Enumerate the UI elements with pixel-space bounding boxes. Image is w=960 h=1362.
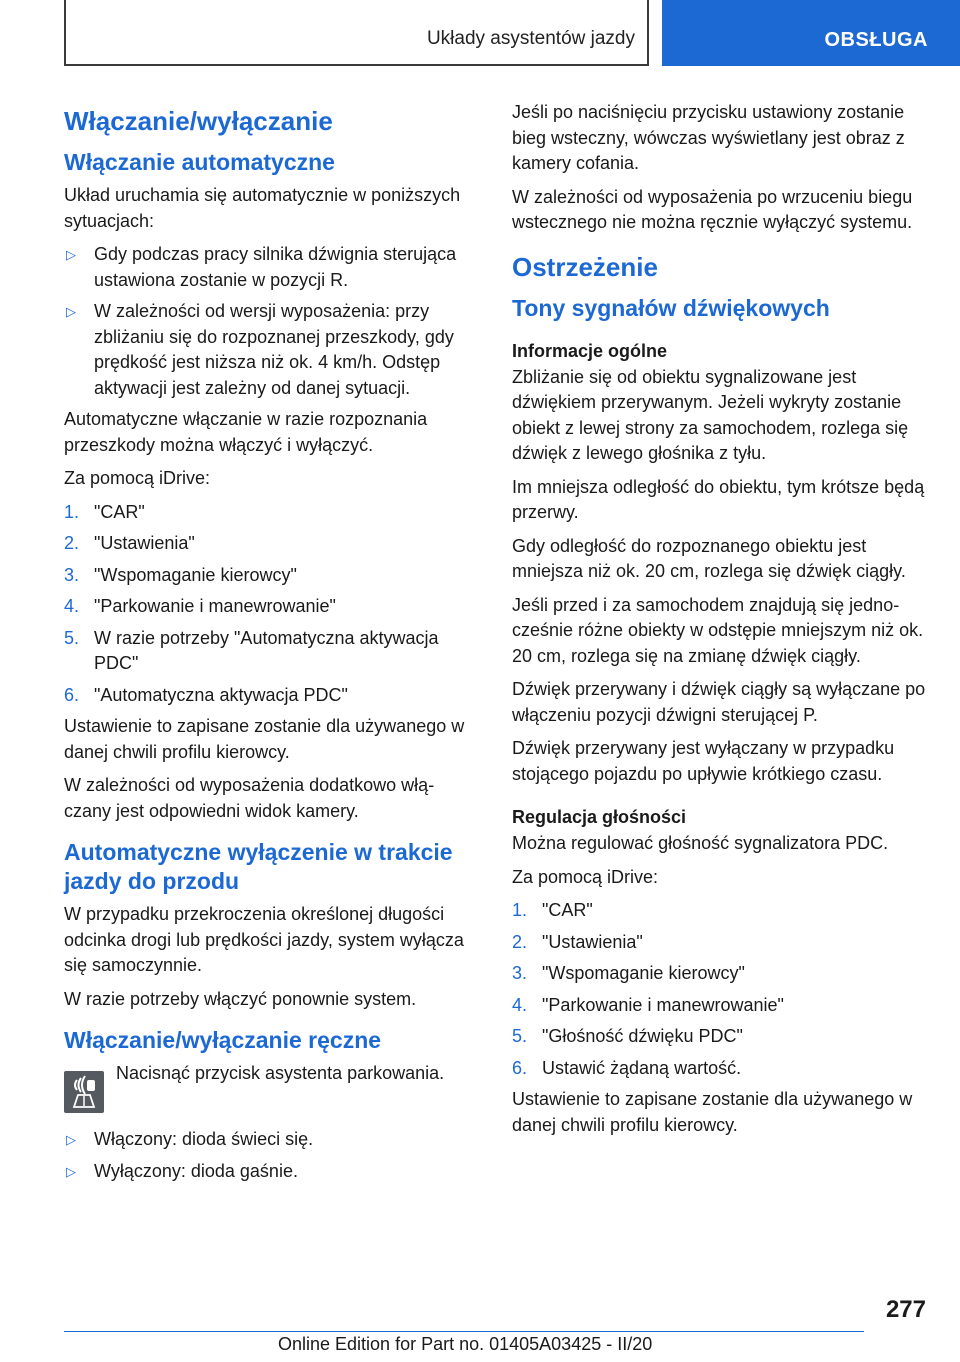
saved-profile-text: Ustawienie to zapisane zostanie dla używanego w danej chwili profilu kierowcy. bbox=[64, 716, 465, 762]
list-item: 5. "Głośność dźwięku PDC" bbox=[512, 1026, 743, 1046]
triangle-right-icon: ▷ bbox=[66, 304, 76, 319]
heading-on-off: Włączanie/wyłączanie bbox=[64, 106, 333, 136]
tone-text-2: Im mniejsza odległość do obiektu, tym krótsze będą przerwy. bbox=[512, 476, 925, 522]
list-item: 3. "Wspomaganie kierowcy" bbox=[64, 564, 297, 585]
footer-divider bbox=[64, 1331, 864, 1332]
idrive-intro-right: Za pomocą iDrive: bbox=[512, 866, 659, 887]
tone-text-6: Dźwięk przerywany jest wyłączany w przypadku stojącego pojazdu po upływie krótkiego czasu. bbox=[512, 738, 895, 784]
list-item: 6. "Automatyczna aktywacja PDC" bbox=[64, 684, 348, 705]
parking-assistant-button-icon bbox=[64, 1071, 104, 1113]
tone-text-5: Dźwięk przerywany i dźwięk ciągły są wyłączane po włączeniu pozycji dźwigni sterującej P. bbox=[512, 679, 926, 725]
press-button-text: Nacisnąć przycisk asystenta parkowania. bbox=[116, 1063, 445, 1083]
volume-text: Można regulować głośność sygnalizatora PDC. bbox=[512, 833, 889, 853]
list-item: 1. "CAR" bbox=[64, 501, 145, 522]
list-item: ▷ Wyłączony: dioda gaśnie. bbox=[64, 1159, 472, 1185]
header-frame bbox=[64, 0, 649, 66]
manual-bullets bbox=[64, 1127, 472, 1184]
press-button-row bbox=[64, 1061, 472, 1113]
list-item: 2. "Ustawienia" bbox=[512, 931, 643, 952]
heading-manual: Włączanie/wyłączanie ręczne bbox=[64, 1027, 382, 1053]
list-item: 4. "Parkowanie i manewrowanie" bbox=[512, 994, 784, 1015]
heading-volume: Regulacja głośności bbox=[512, 807, 687, 827]
heading-auto-on: Włączanie automatyczne bbox=[64, 149, 335, 175]
heading-tones: Tony sygnałów dźwiękowych bbox=[512, 294, 830, 321]
list-item: 4. "Parkowanie i manewrowanie" bbox=[64, 596, 336, 616]
auto-obstacle-text: Automatyczne włączanie w razie rozpoznania przeszkody można włączyć i wyłączyć. bbox=[64, 409, 428, 455]
idrive-intro: Za pomocą iDrive: bbox=[64, 468, 211, 488]
list-item: ▷ Włączony: dioda świeci się. bbox=[64, 1127, 472, 1153]
heading-general-info: Informacje ogólne bbox=[512, 340, 668, 361]
list-item: 2. "Ustawienia" bbox=[64, 533, 195, 553]
footer-edition: Online Edition for Part no. 01405A03425 - II/20 bbox=[278, 1334, 653, 1354]
chapter-tab-label: OBSŁUGA bbox=[824, 29, 928, 51]
reverse-text-2: W zależności od wyposażenia po wrzuceniu biegu wstecznego nie można ręcznie wyłączyć systemu. bbox=[512, 186, 913, 232]
tone-text-1: Zbliżanie się od obiektu sygnalizowane jest dźwiękiem przerywanym. Jeżeli wykryty zostanie obiekt z lewej strony za samochodem, rozlega się dźwięk z lewego głośnika z tyłu. bbox=[512, 366, 909, 463]
triangle-right-icon: ▷ bbox=[66, 1163, 76, 1179]
tone-text-3: Gdy odległość do rozpoznanego obiektu jest mniejsza niż ok. 20 cm, rozlega się dźwięk ciągły. bbox=[512, 535, 906, 581]
auto-intro-text: Układ uruchamia się automatycznie w poniższych sytuacjach: bbox=[64, 185, 461, 231]
left-column bbox=[64, 100, 472, 1190]
right-column bbox=[512, 100, 932, 1146]
heading-warning: Ostrzeżenie bbox=[512, 251, 658, 282]
list-item: 3. "Wspomaganie kierowcy" bbox=[512, 963, 745, 983]
list-item: ▷ W zależności od wersji wyposażenia: przy zbliżaniu się do rozpoznanej przeszkody, gdy prędkość jest niższa niż ok. 4 km/h. Odstęp aktywacji jest zależny od danej sytuacji. bbox=[66, 301, 454, 398]
triangle-right-icon: ▷ bbox=[66, 247, 76, 262]
auto-on-bullets bbox=[64, 242, 472, 401]
reverse-text-1: Jeśli po naciśnięciu przycisku ustawiony zostanie bieg wsteczny, wówczas wyświetlany jest obraz z kamery cofania. bbox=[512, 102, 905, 173]
saved-profile-text-right: Ustawienie to zapisane zostanie dla używanego w danej chwili profilu kierowcy. bbox=[512, 1089, 913, 1135]
auto-off-text-1: W przypadku przekroczenia określonej długości odcinka drogi lub prędkości jazdy, system wyłącza się samoczynnie. bbox=[64, 904, 464, 975]
section-title: Układy asystentów jazdy bbox=[426, 28, 635, 49]
auto-off-text-2: W razie potrzeby włączyć ponownie system. bbox=[64, 988, 417, 1009]
list-item: ▷ Gdy podczas pracy silnika dźwignia sterująca ustawiona zostanie w pozycji R. bbox=[66, 244, 457, 290]
page-number: 277 bbox=[885, 1296, 926, 1323]
tone-text-4: Jeśli przed i za samochodem znajdują się jednocześnie różne obiekty w odstępie mniejszym niż ok. 20 cm, rozlega się na zmianę dźwięk ciągły. bbox=[512, 594, 924, 666]
idrive-steps-right bbox=[512, 898, 932, 1081]
list-item: 6. Ustawić żądaną wartość. bbox=[512, 1057, 742, 1078]
heading-auto-off: Automatyczne wyłączenie w trakcie jazdy do przodu bbox=[64, 839, 453, 894]
idrive-steps-left bbox=[64, 500, 472, 709]
camera-text: W zależności od wyposażenia dodatkowo włączany jest odpowiedni widok kamery. bbox=[64, 775, 435, 821]
chapter-tab bbox=[662, 0, 960, 66]
list-item: 5. W razie potrzeby "Automatyczna aktywacja PDC" bbox=[64, 627, 439, 673]
list-item: 1. "CAR" bbox=[512, 900, 593, 920]
triangle-right-icon: ▷ bbox=[66, 1132, 76, 1147]
